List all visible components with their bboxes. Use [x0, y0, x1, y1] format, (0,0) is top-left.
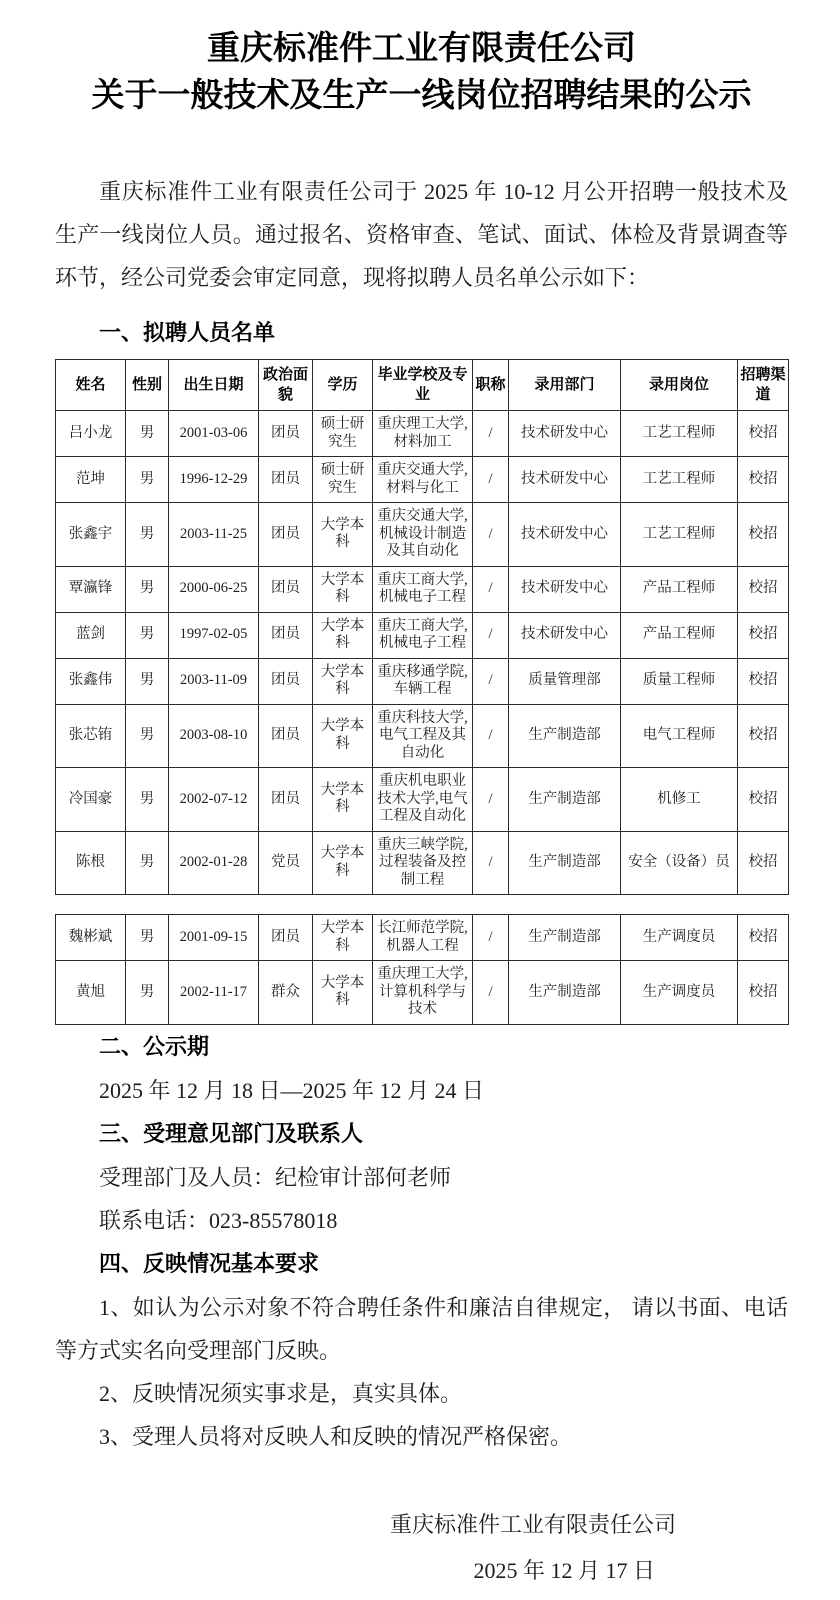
table-cell: 男	[126, 831, 169, 895]
column-header: 录用部门	[509, 360, 621, 411]
table-cell: 校招	[738, 704, 789, 768]
signature-company: 重庆标准件工业有限责任公司	[389, 1511, 676, 1537]
table-page-break-gap	[55, 895, 788, 914]
roster-table-overflow	[55, 914, 789, 1025]
table-cell: 校招	[738, 457, 789, 503]
table-cell: 2001-03-06	[169, 411, 259, 457]
table-cell: 大学本科	[313, 961, 373, 1025]
table-cell: /	[473, 457, 509, 503]
table-cell: 校招	[738, 411, 789, 457]
table-cell: 技术研发中心	[509, 612, 621, 658]
table-cell: 群众	[259, 961, 313, 1025]
table-cell: 团员	[259, 566, 313, 612]
table-cell: 校招	[738, 831, 789, 895]
table-cell: 大学本科	[313, 768, 373, 832]
table-row	[56, 658, 789, 704]
table-cell: 男	[126, 411, 169, 457]
table-row	[56, 831, 789, 895]
accepting-department-line: 受理部门及人员：纪检审计部何老师	[99, 1164, 452, 1190]
table-cell: 团员	[259, 411, 313, 457]
section3-heading: 三、受理意见部门及联系人	[99, 1120, 364, 1146]
table-cell: 大学本科	[313, 566, 373, 612]
table-row	[56, 411, 789, 457]
table-cell: /	[473, 566, 509, 612]
table-cell: 黄旭	[56, 961, 126, 1025]
table-cell: 工艺工程师	[621, 411, 738, 457]
table-cell: 男	[126, 566, 169, 612]
table-cell: 男	[126, 457, 169, 503]
table-cell: 校招	[738, 961, 789, 1025]
intro-paragraph: 重庆标准件工业有限责任公司于 2025 年 10-12 月公开招聘一般技术及生产一线岗位人员。通过报名、资格审查、笔试、面试、体检及背景调查等环节，经公司党委会审定同意，现将拟聘人员名单公示如下：	[55, 179, 788, 290]
table-cell: 工艺工程师	[621, 457, 738, 503]
table-cell: 团员	[259, 768, 313, 832]
signature-block	[55, 1502, 788, 1594]
table-cell: 长江师范学院,机器人工程	[373, 915, 473, 961]
requirement-item-3: 3、受理人员将对反映人和反映的情况严格保密。	[99, 1423, 573, 1449]
table-cell: 工艺工程师	[621, 503, 738, 567]
table-cell: 校招	[738, 566, 789, 612]
table-cell: 重庆理工大学,材料加工	[373, 411, 473, 457]
table-cell: 2002-01-28	[169, 831, 259, 895]
table-cell: 大学本科	[313, 658, 373, 704]
table-row	[56, 915, 789, 961]
table-cell: /	[473, 768, 509, 832]
table-cell: 大学本科	[313, 503, 373, 567]
table-cell: 大学本科	[313, 831, 373, 895]
table-cell: 张芯铕	[56, 704, 126, 768]
table-cell: 硕士研究生	[313, 457, 373, 503]
table-cell: 蓝剑	[56, 612, 126, 658]
table-cell: 张鑫伟	[56, 658, 126, 704]
table-cell: 重庆工商大学,机械电子工程	[373, 612, 473, 658]
table-cell: 男	[126, 768, 169, 832]
roster-header-row	[56, 360, 789, 411]
table-cell: 大学本科	[313, 915, 373, 961]
table-cell: 电气工程师	[621, 704, 738, 768]
table-cell: 男	[126, 704, 169, 768]
roster-table-main-body	[56, 411, 789, 895]
table-cell: 范坤	[56, 457, 126, 503]
table-cell: /	[473, 612, 509, 658]
table-cell: 男	[126, 915, 169, 961]
table-cell: 陈根	[56, 831, 126, 895]
requirement-item-2: 2、反映情况须实事求是，真实具体。	[99, 1380, 463, 1406]
table-cell: 1996-12-29	[169, 457, 259, 503]
table-cell: 生产制造部	[509, 704, 621, 768]
table-cell: 生产制造部	[509, 961, 621, 1025]
table-cell: 技术研发中心	[509, 566, 621, 612]
table-cell: /	[473, 915, 509, 961]
column-header: 职称	[473, 360, 509, 411]
table-cell: 校招	[738, 612, 789, 658]
table-cell: /	[473, 658, 509, 704]
table-cell: 男	[126, 961, 169, 1025]
table-cell: 重庆交通大学,材料与化工	[373, 457, 473, 503]
table-cell: 党员	[259, 831, 313, 895]
table-cell: 团员	[259, 457, 313, 503]
table-cell: 质量管理部	[509, 658, 621, 704]
table-cell: /	[473, 411, 509, 457]
table-cell: 重庆交通大学,机械设计制造及其自动化	[373, 503, 473, 567]
table-cell: 大学本科	[313, 704, 373, 768]
table-cell: 1997-02-05	[169, 612, 259, 658]
table-cell: 重庆科技大学,电气工程及其自动化	[373, 704, 473, 768]
table-cell: 质量工程师	[621, 658, 738, 704]
column-header: 政治面貌	[259, 360, 313, 411]
table-cell: 2002-07-12	[169, 768, 259, 832]
table-cell: 2003-11-25	[169, 503, 259, 567]
section2-heading: 二、公示期	[99, 1033, 210, 1059]
table-cell: /	[473, 704, 509, 768]
table-cell: 生产制造部	[509, 831, 621, 895]
table-cell: 2000-06-25	[169, 566, 259, 612]
column-header: 录用岗位	[621, 360, 738, 411]
table-cell: 重庆移通学院,车辆工程	[373, 658, 473, 704]
table-cell: 2003-08-10	[169, 704, 259, 768]
table-cell: /	[473, 961, 509, 1025]
table-cell: 校招	[738, 768, 789, 832]
table-cell: 生产调度员	[621, 915, 738, 961]
table-cell: 团员	[259, 658, 313, 704]
column-header: 姓名	[56, 360, 126, 411]
document-title-line1: 重庆标准件工业有限责任公司	[207, 31, 636, 67]
table-cell: 重庆理工大学,计算机科学与技术	[373, 961, 473, 1025]
roster-table-overflow-body	[56, 915, 789, 1025]
table-cell: 技术研发中心	[509, 457, 621, 503]
table-cell: 产品工程师	[621, 566, 738, 612]
table-cell: 2003-11-09	[169, 658, 259, 704]
table-row	[56, 704, 789, 768]
table-row	[56, 612, 789, 658]
table-cell: 冷国豪	[56, 768, 126, 832]
table-cell: 魏彬斌	[56, 915, 126, 961]
table-row	[56, 768, 789, 832]
table-cell: 大学本科	[313, 612, 373, 658]
table-cell: 团员	[259, 612, 313, 658]
table-cell: 团员	[259, 915, 313, 961]
signature-date: 2025 年 12 月 17 日	[473, 1557, 655, 1583]
table-cell: 生产调度员	[621, 961, 738, 1025]
table-cell: 硕士研究生	[313, 411, 373, 457]
table-cell: /	[473, 831, 509, 895]
table-cell: 校招	[738, 915, 789, 961]
table-cell: 重庆工商大学,机械电子工程	[373, 566, 473, 612]
table-cell: 覃瀛锋	[56, 566, 126, 612]
table-cell: 2001-09-15	[169, 915, 259, 961]
roster-table-main	[55, 359, 789, 895]
table-cell: 安全（设备）员	[621, 831, 738, 895]
table-cell: 男	[126, 658, 169, 704]
table-cell: 2002-11-17	[169, 961, 259, 1025]
table-cell: 吕小龙	[56, 411, 126, 457]
contact-phone-line: 联系电话：023-85578018	[99, 1207, 338, 1233]
column-header: 招聘渠道	[738, 360, 789, 411]
table-cell: 重庆三峡学院,过程装备及控制工程	[373, 831, 473, 895]
table-cell: 男	[126, 612, 169, 658]
table-cell: 产品工程师	[621, 612, 738, 658]
table-row	[56, 503, 789, 567]
publicity-period: 2025 年 12 月 18 日—2025 年 12 月 24 日	[99, 1077, 485, 1103]
column-header: 性别	[126, 360, 169, 411]
table-row	[56, 566, 789, 612]
table-row	[56, 457, 789, 503]
column-header: 出生日期	[169, 360, 259, 411]
table-cell: 团员	[259, 503, 313, 567]
table-cell: 张鑫宇	[56, 503, 126, 567]
table-cell: 团员	[259, 704, 313, 768]
table-cell: 生产制造部	[509, 915, 621, 961]
table-row	[56, 961, 789, 1025]
table-cell: 技术研发中心	[509, 411, 621, 457]
table-cell: /	[473, 503, 509, 567]
document-title-line2: 关于一般技术及生产一线岗位招聘结果的公示	[91, 78, 752, 114]
table-cell: 机修工	[621, 768, 738, 832]
table-cell: 校招	[738, 658, 789, 704]
table-cell: 技术研发中心	[509, 503, 621, 567]
section4-heading: 四、反映情况基本要求	[99, 1250, 320, 1276]
table-cell: 校招	[738, 503, 789, 567]
table-cell: 男	[126, 503, 169, 567]
column-header: 毕业学校及专业	[373, 360, 473, 411]
table-cell: 生产制造部	[509, 768, 621, 832]
requirement-item-1: 1、如认为公示对象不符合聘任条件和廉洁自律规定， 请以书面、电话等方式实名向受理部门反映。	[55, 1294, 788, 1363]
section1-heading: 一、拟聘人员名单	[99, 320, 276, 345]
document-title	[55, 26, 788, 120]
column-header: 学历	[313, 360, 373, 411]
table-cell: 重庆机电职业技术大学,电气工程及自动化	[373, 768, 473, 832]
